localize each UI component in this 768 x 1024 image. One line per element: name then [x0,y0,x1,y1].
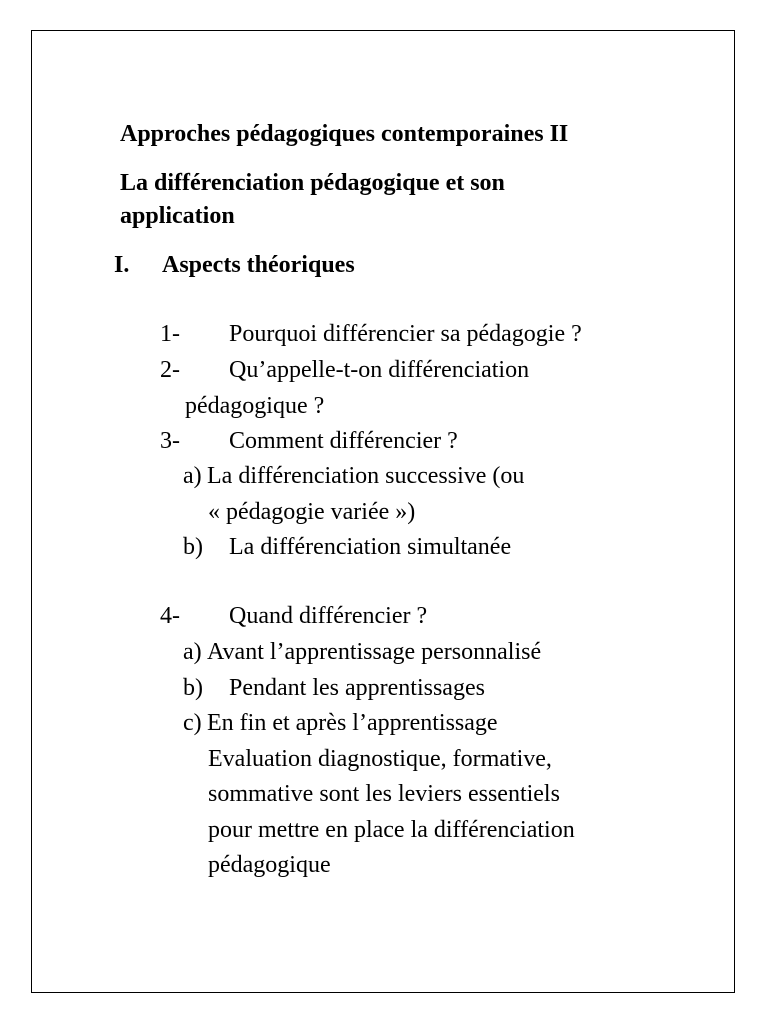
sub-item-marker: b) [183,534,203,560]
sub-item-marker: a) [183,639,202,665]
document-page [31,30,735,993]
document-title: Approches pédagogiques contemporaines II [120,121,569,147]
sub-item-text: La différenciation simultanée [229,534,512,560]
sub-item-marker: c) [183,710,202,736]
section-heading: Aspects théoriques [162,252,355,278]
sub-item-text-line-1: La différenciation successive (ou [207,463,525,489]
document-subtitle-line-1: La différenciation pédagogique et son [120,170,505,196]
note-line: Evaluation diagnostique, formative, [208,746,552,772]
item-text-line-1: Qu’appelle-t-on différenciation [229,357,530,383]
document-content [32,31,734,992]
sub-item-text: Avant l’apprentissage personnalisé [207,639,542,665]
sub-item-text: Pendant les apprentissages [229,675,485,701]
sub-item-marker: b) [183,675,203,701]
section-numeral: I. [114,252,130,278]
item-number: 1- [160,321,180,347]
item-number: 4- [160,603,180,629]
item-text-line-2: pédagogique ? [185,393,325,419]
sub-item-marker: a) [183,463,202,489]
item-text: Quand différencier ? [229,603,428,629]
sub-item-text-line-2: « pédagogie variée ») [208,499,416,525]
item-number: 3- [160,428,180,454]
document-subtitle-line-2: application [120,203,235,229]
item-text: Pourquoi différencier sa pédagogie ? [229,321,582,347]
item-text: Comment différencier ? [229,428,458,454]
note-line: sommative sont les leviers essentiels [208,781,560,807]
note-line: pédagogique [208,852,331,878]
note-line: pour mettre en place la différenciation [208,817,575,843]
sub-item-text: En fin et après l’apprentissage [207,710,498,736]
item-number: 2- [160,357,180,383]
